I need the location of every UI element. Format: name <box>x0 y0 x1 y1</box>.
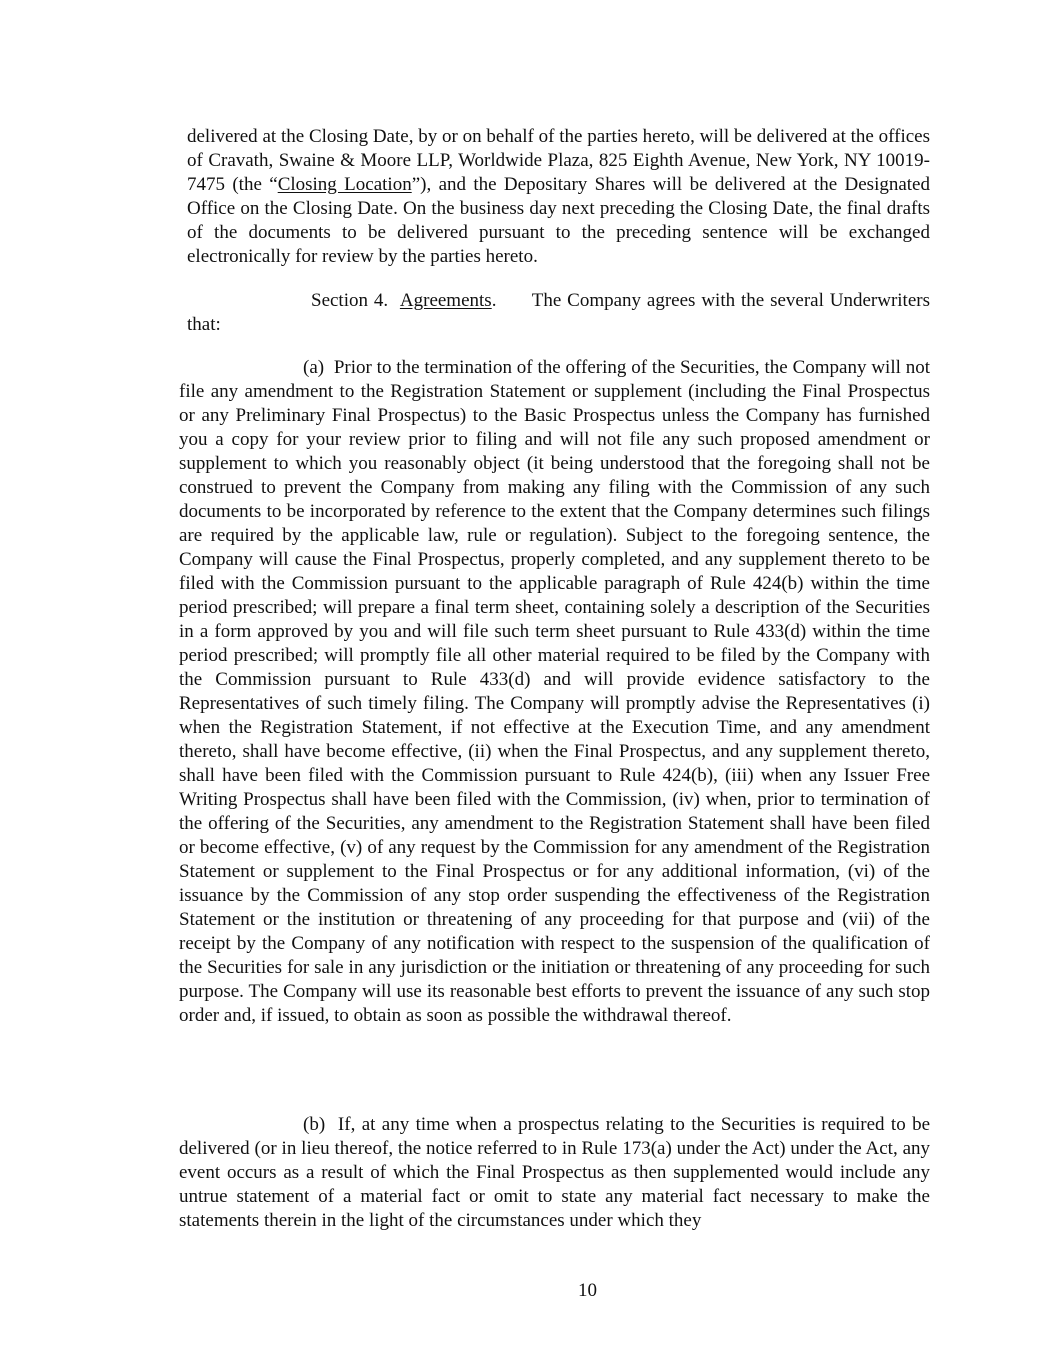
section-4-heading: Agreements <box>399 290 492 311</box>
paragraph-a-label: (a) <box>303 357 325 378</box>
closing-paragraph-text-a: delivered at the Closing Date, by or on behalf of the parties hereto, will be delivered at the offices of Cravath, Swaine & Moore LLP, Worldwide Plaza, 825 Eighth Avenue, New York, NY 10019-7475 (the “ <box>187 126 930 195</box>
paragraph-b-text: If, at any time when a prospectus relating to the Securities is required to be delivered (or in lieu thereof, the notice referred to in Rule 173(a) under the Act) under the Act, any event occurs as a result of which the Final Prospectus as then supplemented would include any untrue statement of a material fact or omit to state any material fact necessary to make the statements therein in the light of the circumstances under which they <box>179 1114 931 1231</box>
paragraph-a-text: Prior to the termination of the offering of the Securities, the Company will not file any amendment to the Registration Statement or supplement (including the Final Prospectus or any Preliminary Final Prospectus) to the Basic Prospectus unless the Company has furnished you a copy for your review prior to filing and will not file any such proposed amendment or supplement to which you reasonably object (it being understood that the foregoing shall not be construed to prevent the Company from making any filing with the Commission of any such documents to be incorporated by reference to the extent that the Company determines such filings are required by the applicable law, rule or regulation). Subject to the foregoing sentence, the Company will cause the Final Prospectus, properly completed, and any supplement thereto to be filed with the Commission pursuant to the applicable paragraph of Rule 424(b) within the time period prescribed; will prepare a final term sheet, containing solely a description of the Securities in a form approved by you and will file such term sheet pursuant to Rule 433(d) within the time period prescribed; will promptly file all other material required to be filed by the Company with the Commission pursuant to Rule 433(d) and will provide evidence satisfactory to the Representatives of such timely filing. The Company will promptly advise the Representatives (i) when the Registration Statement, if not effective at the Execution Time, and any amendment thereto, shall have become effective, (ii) when the Final Prospectus, and any supplement thereto, shall have been filed with the Commission pursuant to Rule 424(b), (iii) when any Issuer Free Writing Prospectus shall have been filed with the Commission, (iv) when, prior to termination of the offering of the Securities, any amendment to the Registration Statement shall have been filed or become effective, (v) of any request by the Commission for any amendment of the Registration Statement or supplement to the Final Prospectus or for any additional information, (vi) of the issuance by the Commission of any stop order suspending the effectiveness of the Registration Statement or the institution or threatening of any proceeding for that purpose and (vii) of the receipt by the Company of any notification with respect to the suspension of the qualification of the Securities for sale in any jurisdiction or the initiation or threatening of any proceeding for such purpose. The Company will use its reasonable best efforts to prevent the issuance of any such stop order and, if issued, to obtain as soon as possible the withdrawal thereof. <box>179 357 931 1026</box>
section-4-heading-period: . <box>491 290 497 311</box>
paragraph-b <box>179 1113 930 1233</box>
closing-paragraph <box>187 125 930 269</box>
section-4-paragraph <box>187 289 930 337</box>
closing-paragraph-text-b: ”), and the Depositary Shares will be delivered at the Designated Office on the Closing Date. On the business day next preceding the Closing Date, the final drafts of the documents to be delivered pursuant to the preceding sentence will be exchanged electronically for review by the parties hereto. <box>187 174 930 267</box>
paragraph-b-label: (b) <box>303 1114 326 1135</box>
paragraph-a <box>179 356 930 1028</box>
section-4-label: Section 4. <box>311 290 389 311</box>
page-number: 10 <box>578 1280 597 1301</box>
closing-location-term: Closing Location <box>277 174 412 195</box>
section-4-text: The Company agrees with the several Underwriters that: <box>187 290 930 335</box>
